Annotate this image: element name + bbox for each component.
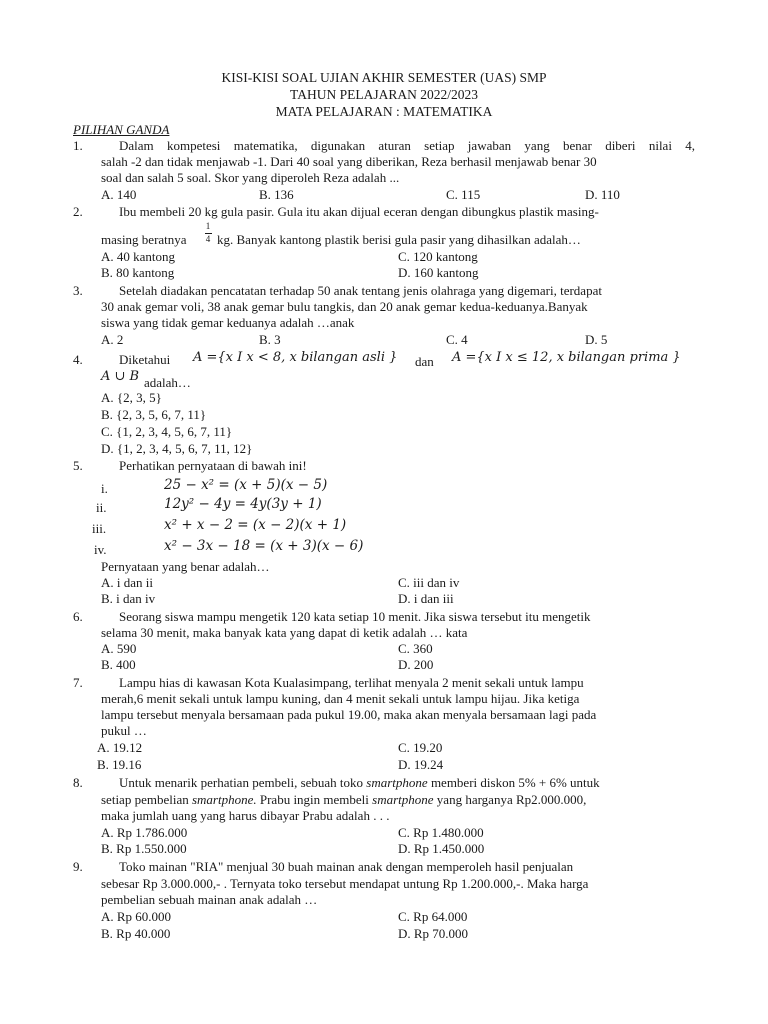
statement-numeral: i.: [101, 481, 108, 496]
option-b: B. 136: [259, 187, 294, 202]
question-text-line: selama 30 menit, maka banyak kata yang dapat di ketik adalah … kata: [101, 625, 468, 640]
question-text-line: lampu tersebut menyala bersamaan pada pukul 19.00, maka akan menyala bersamaan lagi pada: [101, 707, 597, 722]
question-text-line: merah,6 menit sekali untuk lampu kuning, dan 4 menit sekali untuk lampu hijau. Jika ketiga: [101, 691, 580, 706]
statement-equation: 12y² − 4y = 4y(3y + 1): [164, 496, 322, 512]
question-text-line: [119, 775, 600, 791]
question-text-line: Perhatikan pernyataan di bawah ini!: [119, 458, 307, 473]
option-b: B. Rp 40.000: [101, 926, 171, 941]
option-d: D. Rp 70.000: [398, 926, 469, 941]
school-year: TAHUN PELAJARAN 2022/2023: [290, 87, 478, 102]
option-d: D. 5: [585, 332, 608, 347]
option-b: B. i dan iv: [101, 591, 156, 606]
set-b-expression: A ={x I x ≤ 12, x bilangan prima }: [452, 350, 681, 365]
option-b: B. 3: [259, 332, 281, 347]
question-text-italic: smartphone: [366, 775, 428, 790]
statement-equation: x² + x − 2 = (x − 2)(x + 1): [164, 517, 347, 533]
question-text-line: Seorang siswa mampu mengetik 120 kata setiap 10 menit. Jika siswa tersebut itu mengetik: [119, 609, 591, 624]
question-number: 8.: [73, 775, 83, 790]
question-number: 3.: [73, 283, 83, 298]
union-expression: A ∪ B: [101, 369, 140, 384]
question-text-line: masing beratnya: [101, 232, 187, 247]
option-b: B. 400: [101, 657, 136, 672]
question-text-line: pukul …: [101, 723, 147, 738]
option-c: C. {1, 2, 3, 4, 5, 6, 7, 11}: [101, 424, 233, 439]
question-text-line: Toko mainan "RIA" menjual 30 buah mainan anak dengan memperoleh hasil penjualan: [119, 859, 574, 874]
question-number: 6.: [73, 609, 83, 624]
question-number: 2.: [73, 204, 83, 219]
statement-numeral: iii.: [92, 521, 107, 536]
option-a: A. Rp 60.000: [101, 909, 172, 924]
question-text-segment: Untuk menarik perhatian pembeli, sebuah toko: [119, 775, 364, 790]
question-text-line: sebesar Rp 3.000.000,- . Ternyata toko tersebut mendapat untung Rp 1.200.000,-. Maka harga: [101, 876, 589, 891]
doc-title: KISI-KISI SOAL UJIAN AKHIR SEMESTER (UAS) SMP: [221, 70, 547, 85]
option-d: D. Rp 1.450.000: [398, 841, 485, 856]
question-text-line: Lampu hias di kawasan Kota Kualasimpang, terlihat menyala 2 menit sekali untuk lampu: [119, 675, 584, 690]
question-number: 1.: [73, 138, 83, 153]
question-text-italic: smartphone: [372, 792, 434, 807]
question-number: 4.: [73, 352, 83, 367]
question-text-line: kg. Banyak kantong plastik berisi gula pasir yang dihasilkan adalah…: [217, 232, 581, 247]
option-c: C. 360: [398, 641, 433, 656]
question-text-line: Setelah diadakan pencatatan terhadap 50 anak tentang jenis olahraga yang digemari, terdapat: [119, 283, 602, 298]
question-text-line: adalah…: [144, 375, 191, 390]
option-a: A. 2: [101, 332, 124, 347]
question-text-line: siswa yang tidak gemar keduanya adalah …anak: [101, 315, 355, 330]
option-a: A. 590: [101, 641, 137, 656]
question-text-line: pembelian sebuah mainan anak adalah …: [101, 892, 318, 907]
option-c: C. 4: [446, 332, 468, 347]
option-c: C. 120 kantong: [398, 249, 478, 264]
option-c: C. 19.20: [398, 740, 443, 755]
question-text-segment: Prabu ingin membeli: [259, 792, 369, 807]
option-a: A. i dan ii: [101, 575, 153, 590]
option-a: A. 19.12: [97, 740, 143, 755]
option-c: C. Rp 64.000: [398, 909, 468, 924]
question-text-italic: smartphone.: [191, 792, 257, 807]
question-text-line: [101, 792, 586, 808]
option-d: D. 110: [585, 187, 620, 202]
fraction-denominator: 4: [205, 234, 211, 244]
question-text-segment: memberi diskon 5% + 6% untuk: [430, 775, 600, 790]
question-text-line: 30 anak gemar voli, 38 anak gemar bulu tangkis, dan 20 anak gemar kedua-keduanya.Banyak: [101, 299, 588, 314]
question-text-line: Diketahui: [119, 352, 171, 367]
question-number: 7.: [73, 675, 83, 690]
question-text-line: Ibu membeli 20 kg gula pasir. Gula itu akan dijual eceran dengan dibungkus plastik masing-: [119, 204, 599, 219]
option-d: D. 19.24: [398, 757, 444, 772]
fraction-numerator: 1: [205, 221, 211, 231]
option-c: C. 115: [446, 187, 481, 202]
option-b: B. {2, 3, 5, 6, 7, 11}: [101, 407, 207, 422]
option-d: D. {1, 2, 3, 4, 5, 6, 7, 11, 12}: [101, 441, 253, 456]
option-c: C. iii dan iv: [398, 575, 460, 590]
statement-numeral: iv.: [94, 542, 107, 557]
option-b: B. Rp 1.550.000: [101, 841, 187, 856]
question-text-segment: yang harganya Rp2.000.000,: [436, 792, 587, 807]
section-title: PILIHAN GANDA: [73, 122, 170, 137]
option-c: C. Rp 1.480.000: [398, 825, 484, 840]
option-d: D. i dan iii: [398, 591, 454, 606]
option-d: D. 200: [398, 657, 434, 672]
statement-equation: 25 − x² = (x + 5)(x − 5): [164, 477, 328, 493]
question-number: 5.: [73, 458, 83, 473]
question-text-line: maka jumlah uang yang harus dibayar Prabu adalah . . .: [101, 808, 390, 823]
question-text-line: soal dan salah 5 soal. Skor yang diperoleh Reza adalah ...: [101, 170, 400, 185]
statement-equation: x² − 3x − 18 = (x + 3)(x − 6): [164, 538, 364, 554]
option-a: A. Rp 1.786.000: [101, 825, 188, 840]
question-text-line: Dalam kompetesi matematika, digunakan aturan setiap jawaban yang benar diberi nilai 4,: [119, 138, 695, 153]
question-number: 9.: [73, 859, 83, 874]
option-b: B. 19.16: [97, 757, 142, 772]
option-a: A. 140: [101, 187, 137, 202]
conjunction: dan: [415, 354, 434, 369]
subject: MATA PELAJARAN : MATEMATIKA: [275, 104, 493, 119]
option-a: A. 40 kantong: [101, 249, 176, 264]
question-text-line: Pernyataan yang benar adalah…: [101, 559, 270, 574]
question-text-line: salah -2 dan tidak menjawab -1. Dari 40 soal yang diberikan, Reza berhasil menjawab benar 30: [101, 154, 597, 169]
option-a: A. {2, 3, 5}: [101, 390, 162, 405]
option-b: B. 80 kantong: [101, 265, 175, 280]
statement-numeral: ii.: [96, 500, 107, 515]
question-text-segment: setiap pembelian: [101, 792, 189, 807]
set-a-expression: A ={x I x < 8, x bilangan asli }: [193, 350, 398, 365]
option-d: D. 160 kantong: [398, 265, 479, 280]
